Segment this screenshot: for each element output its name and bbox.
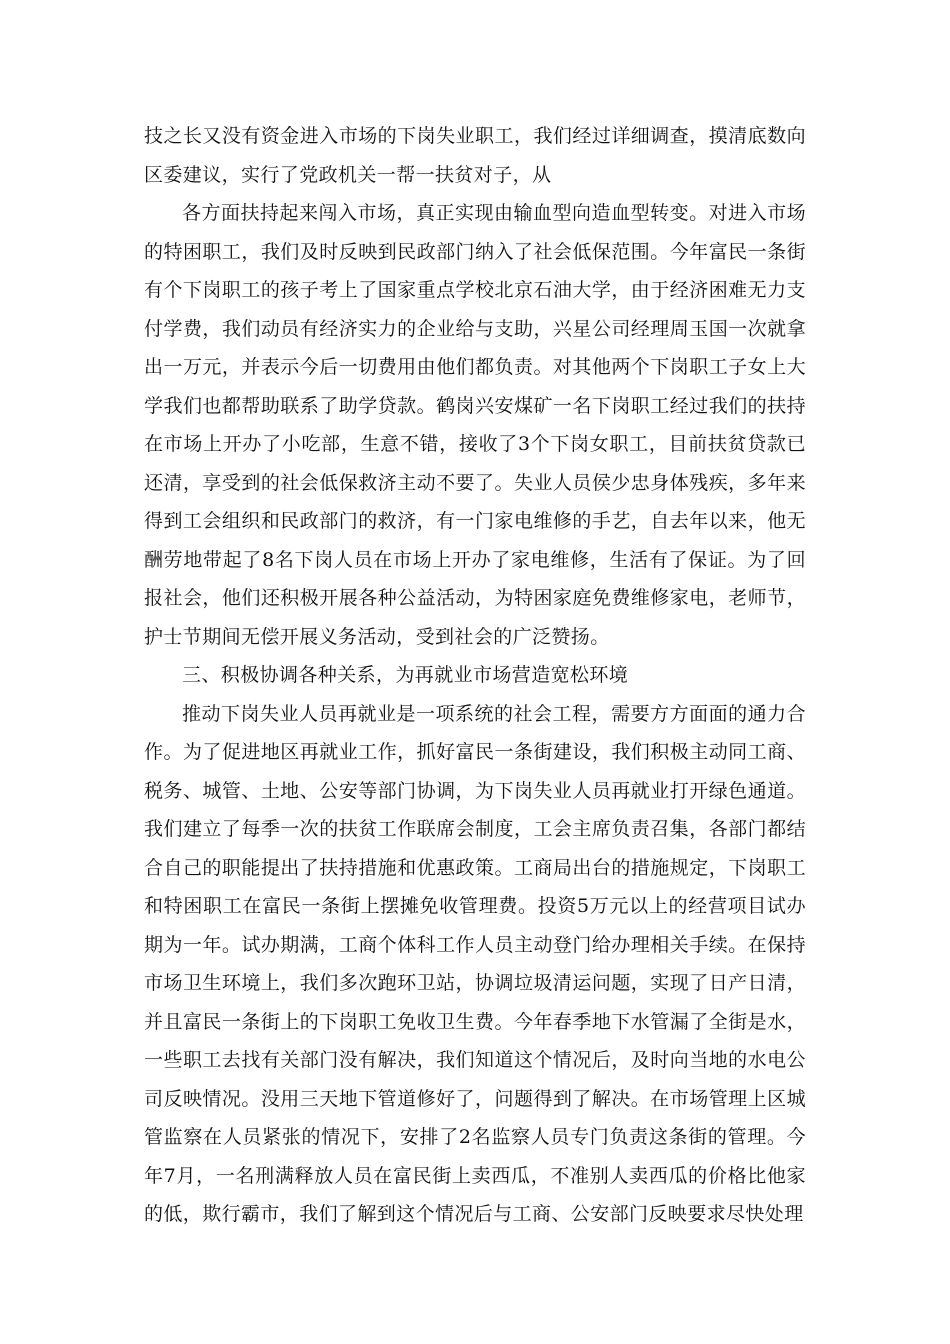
section-heading-coordination: 三、积极协调各种关系，为再就业市场营造宽松环境 [182,664,629,686]
paragraph-coordination: 推动下岗失业人员再就业是一项系统的社会工程，需要方方面面的通力合作。为了促进地区再就业工作，抓好富民一条街建设，我们积极主动同工商、税务、城管、土地、公安等部门协调，为下岗失业人员再就业打开绿色通道。我们建立了每季一次的扶贫工作联席会制度，工会主席负责召集，各部门都结合自己的职能提出了扶持措施和优惠政策。工商局出台的措施规定，下岗职工和特困职工在富民一条街上摆摊免收管理费。投资5万元以上的经营项目试办期为一年。试办期满，工商个体科工作人员主动登门给办理相关手续。在保持市场卫生环境上，我们多次跑环卫站，协调垃圾清运问题，实现了日产日清，并且富民一条街上的下岗职工免收卫生费。今年春季地下水管漏了全街是水，一些职工去找有关部门没有解决，我们知道这个情况后，及时向当地的水电公司反映情况。没用三天地下管道修好了，问题得到了解决。在市场管理上区城管监察在人员紧张的情况下，安排了2名监察人员专门负责这条街的管理。今年7月，一名刑满释放人员在富民街上卖西瓜，不准别人卖西瓜的价格比他家的低，欺行霸市，我们了解到这个情况后与工商、公安部门反映要求尽快处理 [144,702,806,1225]
document-body [144,117,806,1234]
paragraph-continuation: 技之长又没有资金进入市场的下岗失业职工，我们经过详细调查，摸清底数向区委建议，实行了党政机关一帮一扶贫对子，从 [144,125,806,186]
paragraph-support-measures: 各方面扶持起来闯入市场，真正实现由输血型向造血型转变。对进入市场的特困职工，我们及时反映到民政部门纳入了社会低保范围。今年富民一条街有个下岗职工的孩子考上了国家重点学校北京石油大学，由于经济困难无力支付学费，我们动员有经济实力的企业给与支助，兴星公司经理周玉国一次就拿出一万元，并表示今后一切费用由他们都负责。对其他两个下岗职工子女上大学我们也都帮助联系了助学贷款。鹤岗兴安煤矿一名下岗职工经过我们的扶持在市场上开办了小吃部，生意不错，接收了3个下岗女职工，目前扶贫贷款已还清，享受到的社会低保救济主动不要了。失业人员侯少忠身体残疾，多年来得到工会组织和民政部门的救济，有一门家电维修的手艺，自去年以来，他无酬劳地带起了8名下岗人员在市场上开办了家电维修，生活有了保证。为了回报社会，他们还积极开展各种公益活动，为特困家庭免费维修家电，老师节，护士节期间无偿开展义务活动，受到社会的广泛赞扬。 [144,202,806,648]
